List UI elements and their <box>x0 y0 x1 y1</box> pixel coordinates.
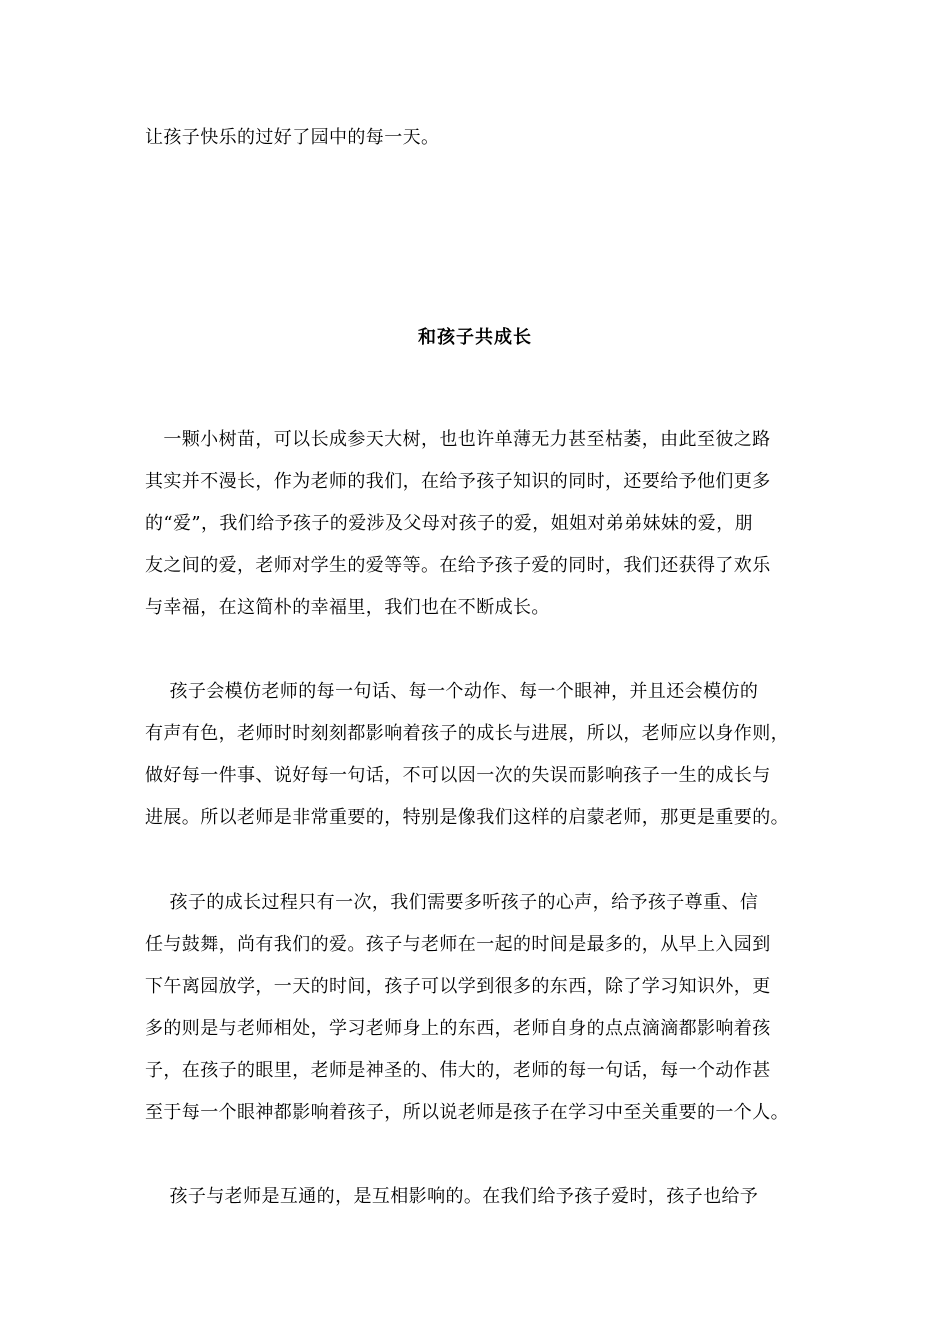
paragraph-line: 有声有色，老师时时刻刻都影响着孩子的成长与进展，所以，老师应以身作则， <box>145 723 789 744</box>
paragraph-line: 孩子会模仿老师的每一句话、每一个动作、每一个眼神，并且还会模仿的 <box>145 681 759 702</box>
paragraph-line: 至于每一个眼神都影响着孩子，所以说老师是孩子在学习中至关重要的一个人。 <box>145 1102 789 1123</box>
paragraph-line: 任与鼓舞，尚有我们的爱。孩子与老师在一起的时间是最多的，从早上入园到 <box>145 934 771 955</box>
paragraph-line: 子，在孩子的眼里，老师是神圣的、伟大的，老师的每一句话，每一个动作甚 <box>145 1060 771 1081</box>
paragraph-line: 做好每一件事、说好每一句话，不可以因一次的失误而影响孩子一生的成长与 <box>145 765 771 786</box>
paragraph-line: 一颗小树苗，可以长成参天大树，也也许单薄无力甚至枯萎，由此至彼之路 <box>145 429 771 450</box>
paragraph-line: 下午离园放学，一天的时间，孩子可以学到很多的东西，除了学习知识外，更 <box>145 976 771 997</box>
paragraph-line: 进展。所以老师是非常重要的，特别是像我们这样的启蒙老师，那更是重要的。 <box>145 807 789 828</box>
article-title: 和孩子共成长 <box>418 327 532 348</box>
paragraph-line: 孩子的成长过程只有一次，我们需要多听孩子的心声，给予孩子尊重、信 <box>145 892 759 913</box>
paragraph-line: 多的则是与老师相处，学习老师身上的东西，老师自身的点点滴滴都影响着孩 <box>145 1018 771 1039</box>
paragraph-line: 友之间的爱，老师对学生的爱等等。在给予孩子爱的同时，我们还获得了欢乐 <box>145 555 771 576</box>
paragraph-line: 与幸福，在这简朴的幸福里，我们也在不断成长。 <box>145 597 550 618</box>
paragraph-line: 孩子与老师是互通的，是互相影响的。在我们给予孩子爱时，孩子也给予 <box>145 1186 759 1207</box>
intro-line: 让孩子快乐的过好了园中的每一天。 <box>145 127 440 148</box>
paragraph-line: 的“爱”，我们给予孩子的爱涉及父母对孩子的爱，姐姐对弟弟妹妹的爱，朋 <box>145 513 754 534</box>
paragraph-line: 其实并不漫长，作为老师的我们，在给予孩子知识的同时，还要给予他们更多 <box>145 471 771 492</box>
